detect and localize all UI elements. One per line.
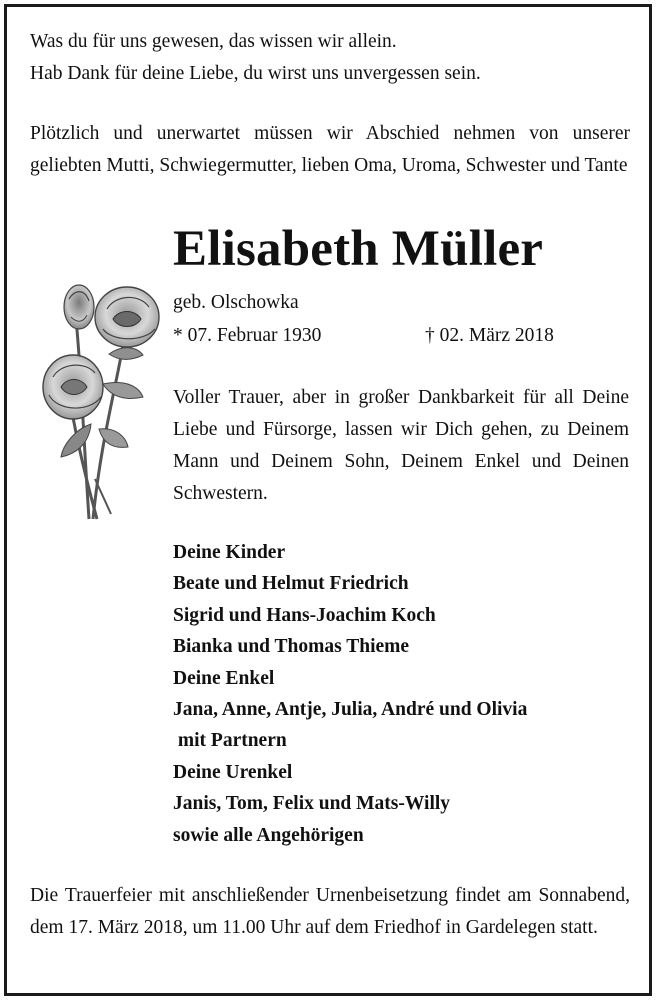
mourner-line: Deine Kinder — [173, 542, 286, 563]
mourner-line: Bianka und Thomas Thieme — [173, 636, 410, 657]
birth-date: * 07. Februar 1930 — [173, 325, 322, 346]
mourner-line: Deine Urenkel — [173, 762, 293, 783]
deceased-name: Elisabeth Müller — [173, 221, 544, 277]
mourner-line: Deine Enkel — [173, 668, 275, 689]
mourner-line: Sigrid und Hans-Joachim Koch — [173, 605, 436, 626]
farewell-text: Voller Trauer, aber in großer Dankbarkeit für all Deine Liebe und Fürsorge, lassen wir Dich gehen, zu Deinem Mann und Deinem Sohn, Deinem Enkel und Deinen Schwestern. — [173, 387, 629, 504]
death-date: † 02. März 2018 — [425, 325, 554, 346]
mourner-line: Beate und Helmut Friedrich — [173, 573, 409, 594]
motto-line-2: Hab Dank für deine Liebe, du wirst uns unvergessen sein. — [30, 63, 481, 84]
birth-name: geb. Olschowka — [173, 292, 299, 313]
funeral-info: Die Trauerfeier mit anschließender Urnenbeisetzung findet am Sonnabend, dem 17. März 2018, um 11.00 Uhr auf dem Friedhof in Gardelegen statt. — [30, 885, 630, 938]
rose-illustration — [31, 269, 161, 529]
obituary-notice — [4, 4, 652, 996]
motto-line-1: Was du für uns gewesen, das wissen wir allein. — [30, 31, 397, 52]
intro-text: Plötzlich und unerwartet müssen wir Abschied nehmen von unserer geliebten Mutti, Schwiegermutter, lieben Oma, Uroma, Schwester und Tante — [30, 123, 630, 176]
mourner-line: mit Partnern — [173, 730, 287, 751]
mourner-line: sowie alle Angehörigen — [173, 825, 364, 846]
mourner-line: Jana, Anne, Antje, Julia, André und Olivia — [173, 699, 528, 720]
mourner-line: Janis, Tom, Felix und Mats-Willy — [173, 793, 451, 814]
